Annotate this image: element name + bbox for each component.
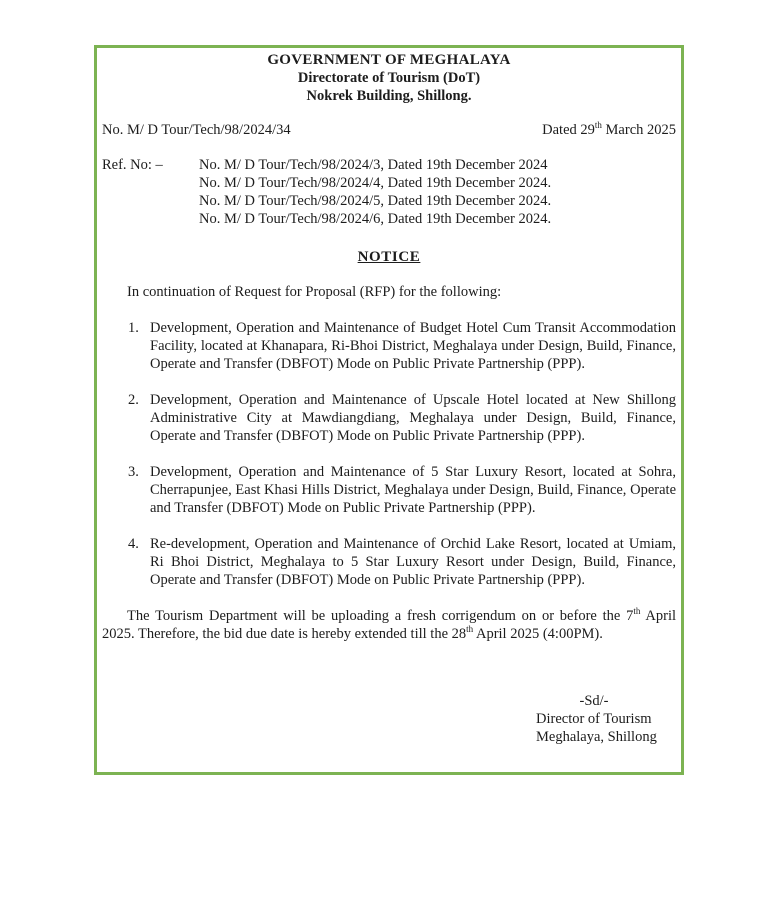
intro-paragraph: In continuation of Request for Proposal (RFP) for the following: [127,284,502,300]
reference-line: No. M/ D Tour/Tech/98/2024/6, Dated 19th December 2024. [199,211,552,227]
list-item [128,391,676,445]
date-ordinal-suffix: th [466,624,474,635]
reference-line: No. M/ D Tour/Tech/98/2024/5, Dated 19th December 2024. [199,193,552,209]
project-list [128,319,676,589]
notice-title-wrap [102,248,676,266]
reference-line: No. M/ D Tour/Tech/98/2024/4, Dated 19th December 2024. [199,175,552,191]
closing-paragraph: The Tourism Department will be uploading a fresh corrigendum on or before the 7th April 2025. Therefore, the bid due date is hereby extended till the 28th April 2025 (4:00PM). [102,606,676,642]
signatory-location: Meghalaya, Shillong [536,729,657,745]
list-item-text: Re-development, Operation and Maintenance of Orchid Lake Resort, located at Umiam, Ri Bhoi District, Meghalaya to 5 Star Luxury Resort under Design, Build, Finance, Operate and Transfer (DBFOT) Mode on Public Private Partnership (PPP). [150,536,676,588]
list-item [128,319,676,373]
notice-title: NOTICE [357,249,421,265]
document-date: Dated 29th March 2025 [542,120,676,138]
reference-lines [199,156,551,228]
signature-block [536,692,666,746]
reference-line: No. M/ D Tour/Tech/98/2024/3, Dated 19th December 2024 [199,157,548,173]
reference-date-row [102,121,676,139]
date-ordinal-suffix: th [633,606,641,617]
date-ordinal-suffix: th [594,120,602,131]
building-address: Nokrek Building, Shillong. [306,88,472,104]
list-item-text: Development, Operation and Maintenance of Upscale Hotel located at New Shillong Administrative City at Mawdiangdiang, Meghalaya under Design, Build, Finance, Operate and Transfer (DBFOT) Mode on Public Private Partnership (PPP). [150,392,676,444]
notice-document [94,45,684,775]
reference-list [102,156,676,228]
list-item-number: 4. [128,536,139,552]
list-item-text: Development, Operation and Maintenance of Budget Hotel Cum Transit Accommodation Facility, located at Khanapara, Ri-Bhoi District, Meghalaya under Design, Build, Finance, Operate and Transfer (DBFOT) Mode on Public Private Partnership (PPP). [150,320,676,372]
list-item-number: 2. [128,392,139,408]
directorate-title: Directorate of Tourism (DoT) [297,70,481,86]
document-header [102,51,676,105]
list-item-text: Development, Operation and Maintenance of 5 Star Luxury Resort, located at Sohra, Cherrapunjee, East Khasi Hills District, Meghalaya under Design, Build, Finance, Operate and Transfer (DBFOT) Mode on Public Private Partnership (PPP). [150,464,676,516]
list-item [128,463,676,517]
reference-label: Ref. No: – [102,157,163,173]
signatory-title: Director of Tourism [536,711,652,727]
signed-mark: -Sd/- [579,693,609,709]
government-title: GOVERNMENT OF MEGHALAYA [267,52,511,68]
list-item-number: 1. [128,320,139,336]
list-item-number: 3. [128,464,139,480]
list-item [128,535,676,589]
document-number: No. M/ D Tour/Tech/98/2024/34 [102,122,291,138]
